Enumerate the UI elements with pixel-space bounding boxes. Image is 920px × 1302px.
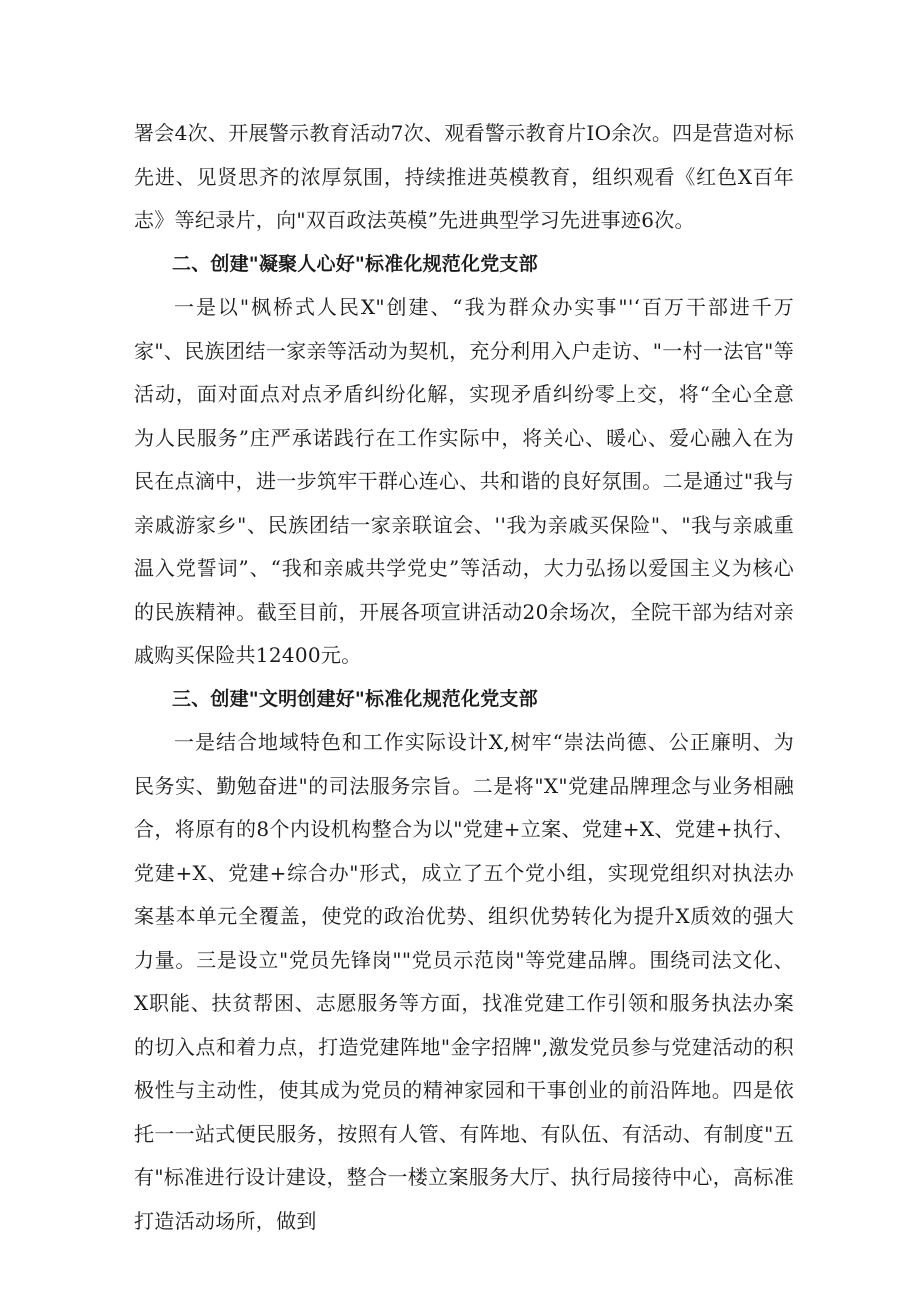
paragraph-continuation: 署会4次、开展警示教育活动7次、观看警示教育片IO余次。四是营造对标先进、见贤思齐的浓厚氛围，持续推进英模教育，组织观看《红色X百年志》等纪录片，向"双百政法英模”先进典型学习先进事迹6次。 [134, 121, 794, 232]
paragraph-section-2: 一是以"枫桥式人民X"创建、“我为群众办实事"'‘百万干部进千万家"、民族团结一家亲等活动为契机，充分利用入户走访、"一村一法官"等活动，面对面点对点矛盾纠纷化解，实现矛盾纠纷零上交，将“全心全意为人民服务”庄严承诺践行在工作实际中，将关心、暖心、爱心融入在为民在点滴中，进一步筑牢干群心连心、共和谐的良好氛围。二是通过"我与亲戚游家乡"、民族团结一家亲联谊会、''我为亲戚买保险"、"我与亲戚重温入党誓词”、“我和亲戚共学党史”等活动，大力弘扬以爱国主义为核心的民族精神。截至目前，开展各项宣讲活动20余场次，全院干部为结对亲戚购买保险共12400元。 [134, 295, 794, 667]
section-heading-3: 三、创建"文明创建好"标准化规范化党支部 [172, 687, 538, 710]
paragraph-section-3: 一是结合地域特色和工作实际设计X,树牢“崇法尚德、公正廉明、为民务实、勤勉奋进"的司法服务宗旨。二是将"X"党建品牌理念与业务相融合，将原有的8个内设机构整合为以"党建+立案、党建+X、党建+执行、党建+X、党建+综合办"形式，成立了五个党小组，实现党组织对执法办案基本单元全覆盖，使党的政治优势、组织优势转化为提升X质效的强大力量。三是设立"党员先锋岗""党员示范岗"等党建品牌。围绕司法文化、X职能、扶贫帮困、志愿服务等方面，找准党建工作引领和服务执法办案的切入点和着力点，打造党建阵地"金字招牌",激发党员参与党建活动的积极性与主动性，使其成为党员的精神家园和干事创业的前沿阵地。四是依托一一站式便民服务，按照有人管、有阵地、有队伍、有活动、有制度"五有"标准进行设计建设，整合一楼立案服务大厅、执行局接待中心，高标准打造活动场所，做到 [134, 730, 794, 1233]
document-page [134, 112, 794, 1243]
section-heading-2: 二、创建"凝聚人心好"标准化规范化党支部 [172, 252, 538, 275]
